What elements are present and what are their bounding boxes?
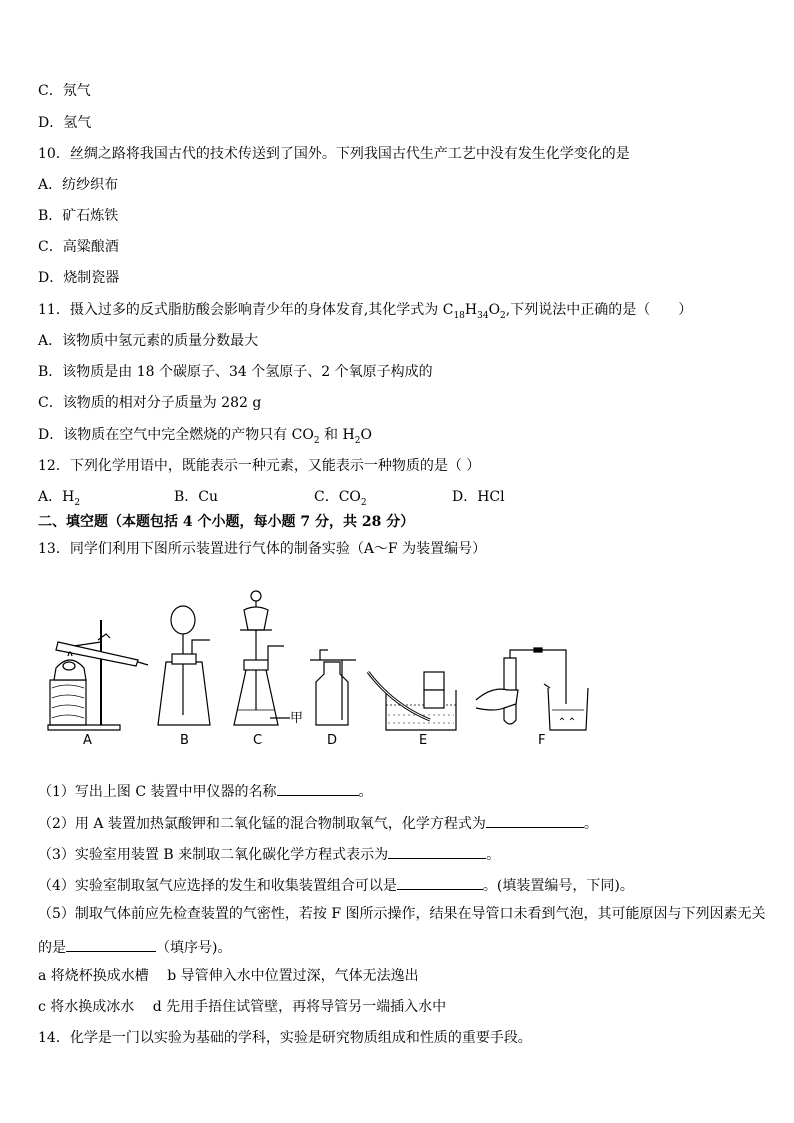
q10-option-b: B．矿石炼铁 [38,208,119,224]
q10-option-a: A．纺纱织布 [38,177,119,193]
answer-blank-3[interactable] [388,842,486,859]
apparatus-b [158,606,210,725]
q13-part-1: （1）写出上图 C 装置中甲仪器的名称 。 [38,779,373,802]
q13-part-4: （4）实验室制取氢气应选择的发生和收集装置组合可以是 。(填装置编号，下同)。 [38,873,634,896]
q13-choice-ab: a 将烧杯换成水槽 b 导管伸入水中位置过深，气体无法逸出 [38,968,419,984]
q13-part-3: （3）实验室用装置 B 来制取二氧化碳化学方程式表示为 。 [38,842,500,865]
label-jia: 甲 [290,711,304,726]
q12-option-d: D．HCl [452,489,505,505]
q10-option-d: D．烧制瓷器 [38,270,120,286]
figure-label-f: F [538,733,546,748]
answer-blank-5[interactable] [66,935,156,952]
apparatus-figure [38,580,598,755]
section-heading: 二、填空题（本题包括 4 个小题，每小题 7 分，共 28 分） [38,514,415,530]
apparatus-c [234,591,290,725]
answer-blank-1[interactable] [277,779,359,796]
q11-option-d: D．该物质在空气中完全燃烧的产物只有 $CO_2$ 和 $H_2O$ [38,427,372,446]
q12-option-c: C．$CO_2$ [314,489,367,508]
q9-option-c: C．氖气 [38,83,91,99]
q11-option-c: C．该物质的相对分子质量为 282 g [38,395,262,411]
figure-label-a: A [83,733,92,748]
apparatus-e [368,672,456,730]
q13-choice-cd: c 将水换成冰水 d 先用手捂住试管壁，再将导管另一端插入水中 [38,999,447,1015]
answer-blank-2[interactable] [486,811,584,828]
answer-blank-4[interactable] [397,873,483,890]
q11-option-b: B．该物质是由 18 个碳原子、34 个氢原子、2 个氧原子构成的 [38,364,433,380]
q12-options [38,487,758,507]
q10-stem: 10．丝绸之路将我国古代的技术传送到了国外。下列我国古代生产工艺中没有发生化学变化的是 [38,146,630,162]
q11-stem: 11．摄入过多的反式脂肪酸会影响青少年的身体发育,其化学式为 $C_{18}H_{34}O_2$,下列说法中正确的是（ ） [38,302,693,321]
q9-option-d: D．氢气 [38,115,92,131]
figure-label-d: D [327,733,338,748]
apparatus-f [476,648,588,730]
q13-stem: 13．同学们利用下图所示装置进行气体的制备实验（A～F 为装置编号） [38,541,487,557]
q12-stem: 12．下列化学用语中，既能表示一种元素，又能表示一种物质的是（ ） [38,458,481,474]
q10-option-c: C．高粱酿酒 [38,239,119,255]
q11-option-a: A．该物质中氢元素的质量分数最大 [38,333,259,349]
figure-label-c: C [253,733,263,748]
q13-part-5-line1: （5）制取气体前应先检查装置的气密性，若按 F 图所示操作，结果在导管口未看到气泡，其可能原因与下列因素无关 [38,906,766,922]
figure-label-e: E [419,733,428,748]
q12-option-b: B．Cu [174,489,219,505]
figure-label-b: B [180,733,189,748]
q13-part-2: （2）用 A 装置加热氯酸钾和二氧化锰的混合物制取氧气，化学方程式为 。 [38,811,598,834]
q13-part-5-line2: 的是 （填序号)。 [38,935,231,958]
q14-stem: 14．化学是一门以实验为基础的学科，实验是研究物质组成和性质的重要手段。 [38,1030,532,1046]
apparatus-a [48,620,148,730]
q12-option-a: A．$H_2$ [38,489,81,508]
apparatus-d [310,650,356,725]
